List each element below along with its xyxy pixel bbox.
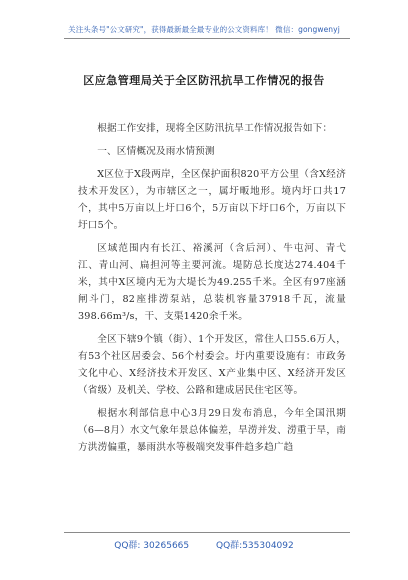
section-heading: 一、区情概况及雨水情预测 — [97, 146, 215, 157]
paragraph-forecast: 根据水利部信息中心3月29日发布消息，今年全国汛期（6—8月）水文气象年景总体偏差，旱涝并发、涝重于旱，南方洪涝偏重，暴雨洪水等极端突发事件趋多趋广趋 — [78, 408, 346, 453]
footer-contacts — [0, 538, 408, 551]
paragraph-population: 全区下辖9个镇（街）、1个开发区，常住人口55.6万人，有53个社区居委会、56个村委会。圩内重要设施有：市政务文化中心、X经济技术开发区、X产业集中区、X经济开发区（省级）及机关、学校、公路和建成居民住宅区等。 — [78, 334, 346, 396]
header-divider — [64, 38, 350, 39]
document-title: 区应急管理局关于全区防汛抗旱工作情况的报告 — [83, 74, 325, 87]
paragraph-intro: 根据工作安排，现将全区防汛抗旱工作情况报告如下： — [97, 123, 333, 134]
document-body — [78, 120, 346, 462]
header-notice: 关注头条号"公文研究"，获得最新最全最专业的公文资料库！ 微信：gongwenyj — [68, 25, 340, 34]
paragraph-location: X区位于X段两岸，全区保护面积820平方公里（含X经济技术开发区），为市辖区之一，属圩畈地形。境内圩口共17个，其中5万亩以上圩口6个，5万亩以下圩口6个，万亩以下圩口5个。 — [78, 169, 346, 231]
paragraph-rivers: 区域范围内有长江、裕溪河（含后河）、牛屯河、青弋江、青山河、扁担河等主要河流。堤防总长度达274.404千米，其中X区境内无为大堤长为49.255千米。全区有97座涵闸斗门，82座排涝泵站，总装机容量37918千瓦，流量398.66m³/s，干、支渠1420余千米。 — [78, 243, 346, 322]
footer-qq-group-2: QQ群:535304092 — [216, 541, 294, 551]
footer-qq-group-1: QQ群: 30265665 — [114, 541, 190, 551]
footer-divider — [64, 532, 350, 533]
